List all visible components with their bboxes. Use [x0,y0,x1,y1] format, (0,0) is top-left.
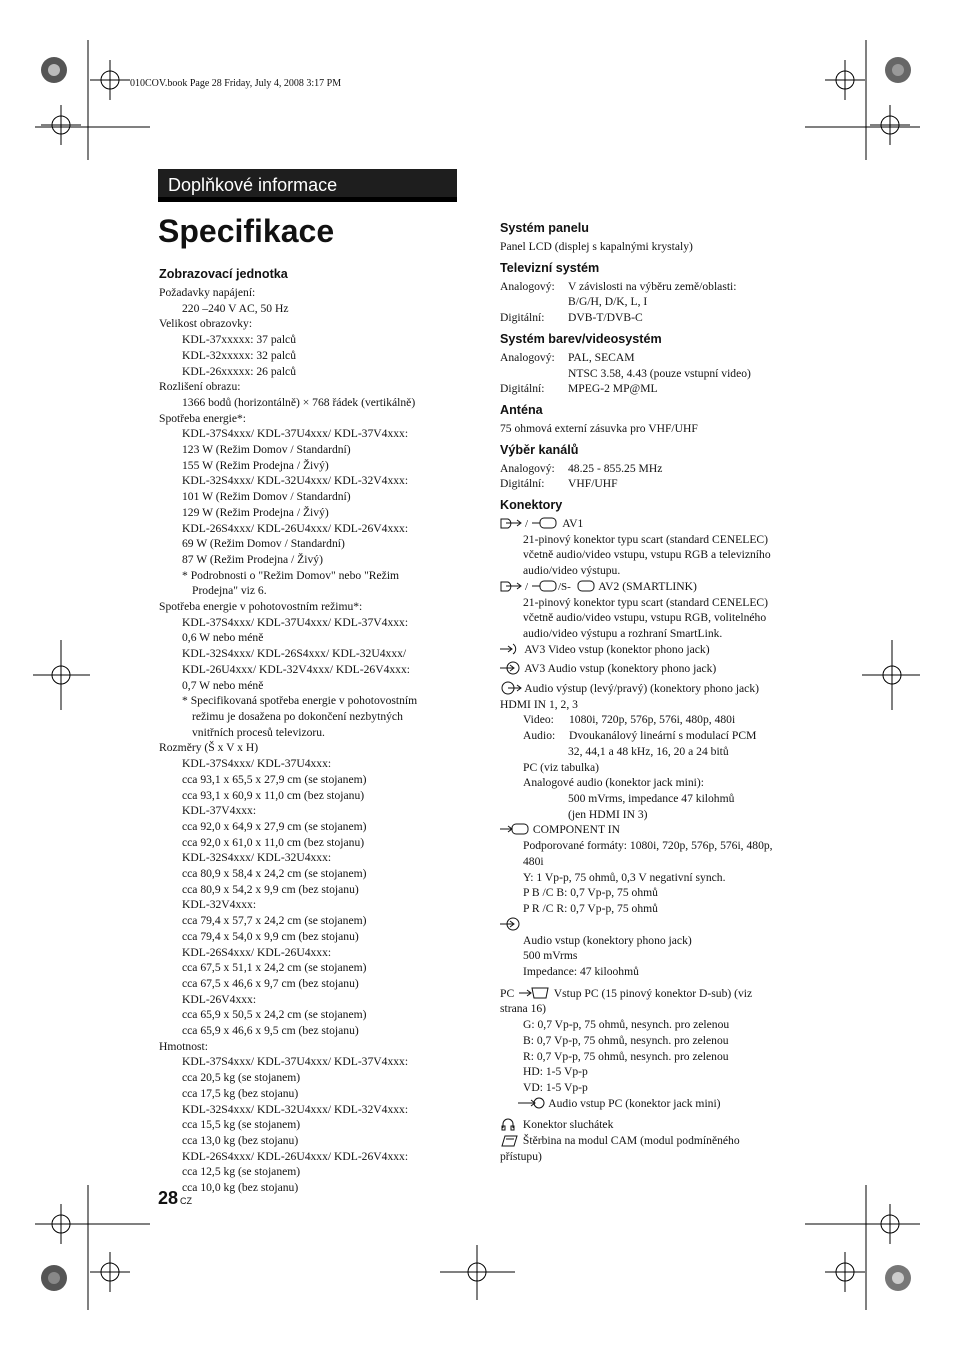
mass-line: cca 12,5 kg (se stojanem) [182,1165,301,1179]
av1-desc: audio/video výstupu. [523,564,621,578]
headphone-icon [500,1117,520,1131]
pc-audio-input-icon [518,1096,546,1110]
hdmi-video-row [500,712,800,728]
size-label: Velikost obrazovky: [159,317,253,331]
pc-line: R: 0,7 Vp-p, 75 ohmů, nesynch. pro zelenou [523,1049,729,1063]
av2-row [500,579,800,595]
component-line: 480i [523,854,544,868]
channels-heading: Výběr kanálů [500,442,579,457]
consumption-line: 155 W (Režim Prodejna / Živý) [182,458,329,472]
video-input-icon [500,642,522,656]
av1-desc: včetně audio/video vstupu, vstupu RGB a televizního [523,548,771,562]
consumption-line: KDL-32S4xxx/ KDL-32U4xxx/ KDL-32V4xxx: [182,474,409,488]
av1-row [500,516,800,532]
av2-desc: včetně audio/video vstupu, vstupu RGB, volitelného [523,611,767,625]
row-value: 48.25 - 855.25 MHz [568,461,663,475]
mass-line: cca 13,0 kg (bez stojanu) [182,1133,299,1147]
dimension-line: cca 93,1 x 65,5 x 27,9 cm (se stojanem) [182,772,367,786]
row-key: Digitální: [500,382,545,396]
pc-audio-label: Audio vstup PC (konektor jack mini) [548,1096,721,1110]
panel-heading: Systém panelu [500,221,589,235]
pc-prefix: PC [500,986,515,1000]
cam-label-cont: přístupu) [500,1149,542,1163]
av2-desc: 21-pinový konektor typu scart (standard CENELEC) [523,595,769,609]
language-code: CZ [180,1196,193,1206]
consumption-line: KDL-26S4xxx/ KDL-26U4xxx/ KDL-26V4xxx: [182,521,409,535]
footnote: * Specifikovaná spotřeba energie v pohotovostním [182,694,418,708]
cam-slot-icon [500,1133,520,1147]
standby-line: KDL-32S4xxx/ KDL-26S4xxx/ KDL-32U4xxx/ [182,647,407,661]
pc-label: Vstup PC (15 pinový konektor D-sub) (viz [553,986,753,1000]
dimension-line: cca 67,5 x 51,1 x 24,2 cm (se stojanem) [182,961,367,975]
row-key: Digitální: [500,477,545,491]
dimension-line: KDL-37S4xxx/ KDL-37U4xxx: [182,757,332,771]
connectors-heading: Konektory [500,498,563,513]
audio-in-line: Audio vstup (konektory phono jack) [523,933,692,947]
av1-desc: 21-pinový konektor typu scart (standard CENELEC) [523,532,769,546]
row-key: Video: [523,713,554,727]
tv-analog-row [500,279,800,295]
size-item: KDL-32xxxxx: 32 palců [182,348,296,362]
av3-video-label: AV3 Video vstup (konektor phono jack) [524,642,710,656]
audio-input-icon [500,661,522,675]
row-key: Analogový: [500,461,555,475]
mass-line: cca 17,5 kg (bez stojanu) [182,1086,299,1100]
display-heading: Zobrazovací jednotka [159,267,288,281]
component-line: Podporované formáty: 1080i, 720p, 576p, 576i, 480p, [523,839,773,853]
mass-line: cca 15,5 kg (se stojanem) [182,1118,301,1132]
row-value: B/G/H, D/K, L, I [568,295,648,309]
dimension-line: cca 80,9 x 58,4 x 24,2 cm (se stojanem) [182,867,367,881]
component-line: P R /C R: 0,7 Vp-p, 75 ohmů [523,901,658,915]
hdmi-analog-detail: (jen HDMI IN 3) [568,807,648,821]
component-input-icon [500,822,530,836]
audio-in-line: 500 mVrms [523,949,578,963]
mass-line: cca 20,5 kg (se stojanem) [182,1071,301,1085]
audio-out-label: Audio výstup (levý/pravý) (konektory phono jack) [524,682,759,696]
dimension-line: KDL-26S4xxx/ KDL-26U4xxx: [182,945,332,959]
row-value: 1080i, 720p, 576p, 576i, 480p, 480i [569,713,736,727]
pc-row [500,986,800,1002]
consumption-line: KDL-37S4xxx/ KDL-37U4xxx/ KDL-37V4xxx: [182,427,409,441]
dimension-line: cca 80,9 x 54,2 x 9,9 cm (bez stojanu) [182,882,359,896]
audio-input-icon [500,917,522,931]
pc-audio-row [500,1096,800,1112]
right-column [500,220,800,1164]
audio-out-row [500,681,800,697]
av3-audio-row [500,661,800,677]
resolution-label: Rozlišení obrazu: [159,380,241,394]
audio-in-row [500,917,800,933]
standby-label: Spotřeba energie v pohotovostním režimu*: [159,600,363,614]
consumption-line: 69 W (Režim Domov / Standardní) [182,537,345,551]
mass-label: Hmotnost: [159,1039,208,1053]
standby-line: 0,7 W nebo méně [182,678,264,692]
row-value: V závislosti na výběru země/oblasti: [568,279,737,293]
component-row [500,822,800,838]
dimension-line: KDL-37V4xxx: [182,804,257,818]
channels-analog-row [500,461,800,477]
svg-text:/S-: /S- [558,580,571,593]
power-value: 220 –240 V AC, 50 Hz [182,301,289,315]
mass-line: KDL-32S4xxx/ KDL-32U4xxx/ KDL-32V4xxx: [182,1102,409,1116]
file-info-header: 010COV.book Page 28 Friday, July 4, 2008 3:17 PM [130,78,342,89]
row-key: Digitální: [500,311,545,325]
audio-in-line: Impedance: 47 kiloohmů [523,965,639,979]
row-key: Analogový: [500,350,555,364]
row-key: Audio: [523,729,556,743]
av2-desc: audio/video výstupu a rozhraní SmartLink. [523,626,723,640]
svg-text:/: / [525,580,529,593]
av3-video-row [500,642,800,658]
svg-text:/: / [525,518,529,531]
consumption-label: Spotřeba energie*: [159,411,247,425]
audio-output-icon [500,681,522,695]
dimension-line: cca 65,9 x 46,6 x 9,5 cm (bez stojanu) [182,1024,359,1038]
pc-label-cont: strana 16) [500,1002,547,1016]
scart-s-video-icon [500,579,596,593]
page-number-value: 28 [158,1188,179,1208]
color-analog-row [500,350,800,366]
pc-input-icon [517,986,551,1000]
tv-digital-row [500,310,800,326]
component-line: Y: 1 Vp-p, 75 ohmů, 0,3 V negativní synch. [523,870,726,884]
row-value: VHF/UHF [568,477,618,491]
section-label: Doplňkové informace [168,175,338,195]
standby-line: KDL-26U4xxx/ KDL-32V4xxx/ KDL-26V4xxx: [182,662,410,676]
hdmi-analog-audio: Analogové audio (konektor jack mini): [523,776,704,790]
row-key: Analogový: [500,279,555,293]
hdmi-audio-detail: 32, 44,1 a 48 kHz, 16, 20 a 24 bitů [568,744,729,758]
size-item: KDL-37xxxxx: 37 palců [182,333,296,347]
component-line: P B /C B: 0,7 Vp-p, 75 ohmů [523,886,658,900]
page-number [158,1188,192,1209]
color-analog-row-2 [500,366,800,382]
dimension-line: cca 79,4 x 54,0 x 9,9 cm (bez stojanu) [182,929,359,943]
dimension-line: cca 92,0 x 61,0 x 11,0 cm (bez stojanu) [182,835,365,849]
av1-label: AV1 [562,517,584,531]
antenna-heading: Anténa [500,402,543,417]
pc-line: B: 0,7 Vp-p, 75 ohmů, nesynch. pro zelenou [523,1033,729,1047]
standby-line: KDL-37S4xxx/ KDL-37U4xxx/ KDL-37V4xxx: [182,615,409,629]
footnote: vnitřních procesů televizoru. [192,725,325,739]
row-value: PAL, SECAM [568,350,635,364]
tv-system-heading: Televizní systém [500,260,600,275]
consumption-line: 101 W (Režim Domov / Standardní) [182,490,351,504]
dimension-line: cca 67,5 x 46,6 x 9,7 cm (bez stojanu) [182,976,359,990]
dimensions-label: Rozměry (Š x V x H) [159,741,259,755]
pc-line: VD: 1-5 Vp-p [523,1080,588,1094]
hdmi-analog-detail: 500 mVrms, impedance 47 kilohmů [568,791,735,805]
mass-line: KDL-26S4xxx/ KDL-26U4xxx/ KDL-26V4xxx: [182,1149,409,1163]
dimension-line: cca 65,9 x 50,5 x 24,2 cm (se stojanem) [182,1008,367,1022]
dimension-line: KDL-26V4xxx: [182,992,257,1006]
scart-input-icon [500,516,560,530]
hdmi-label: HDMI IN 1, 2, 3 [500,697,578,711]
headphone-label: Konektor sluchátek [522,1118,614,1132]
left-column [159,264,454,1196]
hdmi-pc: PC (viz tabulka) [523,760,599,774]
footnote: režimu je dosažena po dokončení nezbytných [192,709,403,723]
antenna-value: 75 ohmová externí zásuvka pro VHF/UHF [500,421,698,435]
headphone-row [500,1117,800,1133]
page-title: Specifikace [158,213,335,249]
color-system-heading: Systém barev/videosystém [500,331,662,346]
color-digital-row [500,381,800,397]
size-item: KDL-26xxxxx: 26 palců [182,364,296,378]
consumption-line: 87 W (Režim Prodejna / Živý) [182,552,323,566]
section-banner [158,169,457,202]
consumption-line: 123 W (Režim Domov / Standardní) [182,443,351,457]
dimension-line: cca 92,0 x 64,9 x 27,9 cm (se stojanem) [182,819,367,833]
cam-row [500,1133,800,1149]
resolution-value: 1366 bodů (horizontálně) × 768 řádek (vertikálně) [182,395,416,409]
footnote: * Podrobnosti o "Režim Domov" nebo "Režim [182,568,400,582]
av2-label: AV2 (SMARTLINK) [598,579,697,593]
row-value: NTSC 3.58, 4.43 (pouze vstupní video) [568,366,751,380]
dimension-line: cca 79,4 x 57,7 x 24,2 cm (se stojanem) [182,914,367,928]
channels-digital-row [500,476,800,492]
row-value: Dvoukanálový lineární s modulací PCM [569,729,757,743]
component-label: COMPONENT IN [532,823,620,837]
av3-audio-label: AV3 Audio vstup (konektory phono jack) [524,662,717,676]
mass-line: cca 10,0 kg (bez stojanu) [182,1181,299,1195]
dimension-line: KDL-32V4xxx: [182,898,257,912]
pc-line: HD: 1-5 Vp-p [523,1065,588,1079]
hdmi-audio-row [500,728,800,744]
power-label: Požadavky napájení: [159,286,256,299]
panel-value: Panel LCD (displej s kapalnými krystaly) [500,240,693,253]
dimension-line: cca 93,1 x 60,9 x 11,0 cm (bez stojanu) [182,788,365,802]
cam-label: Štěrbina na modul CAM (modul podmíněného [522,1134,740,1148]
consumption-line: 129 W (Režim Prodejna / Živý) [182,505,329,519]
dimension-line: KDL-32S4xxx/ KDL-32U4xxx: [182,851,332,865]
tv-analog-row-2 [500,294,800,310]
standby-line: 0,6 W nebo méně [182,631,264,645]
footnote: Prodejna" viz 6. [192,584,267,598]
row-value: DVB-T/DVB-C [568,311,643,325]
row-value: MPEG-2 MP@ML [568,382,658,396]
pc-line: G: 0,7 Vp-p, 75 ohmů, nesynch. pro zelenou [523,1018,730,1032]
mass-line: KDL-37S4xxx/ KDL-37U4xxx/ KDL-37V4xxx: [182,1055,409,1069]
